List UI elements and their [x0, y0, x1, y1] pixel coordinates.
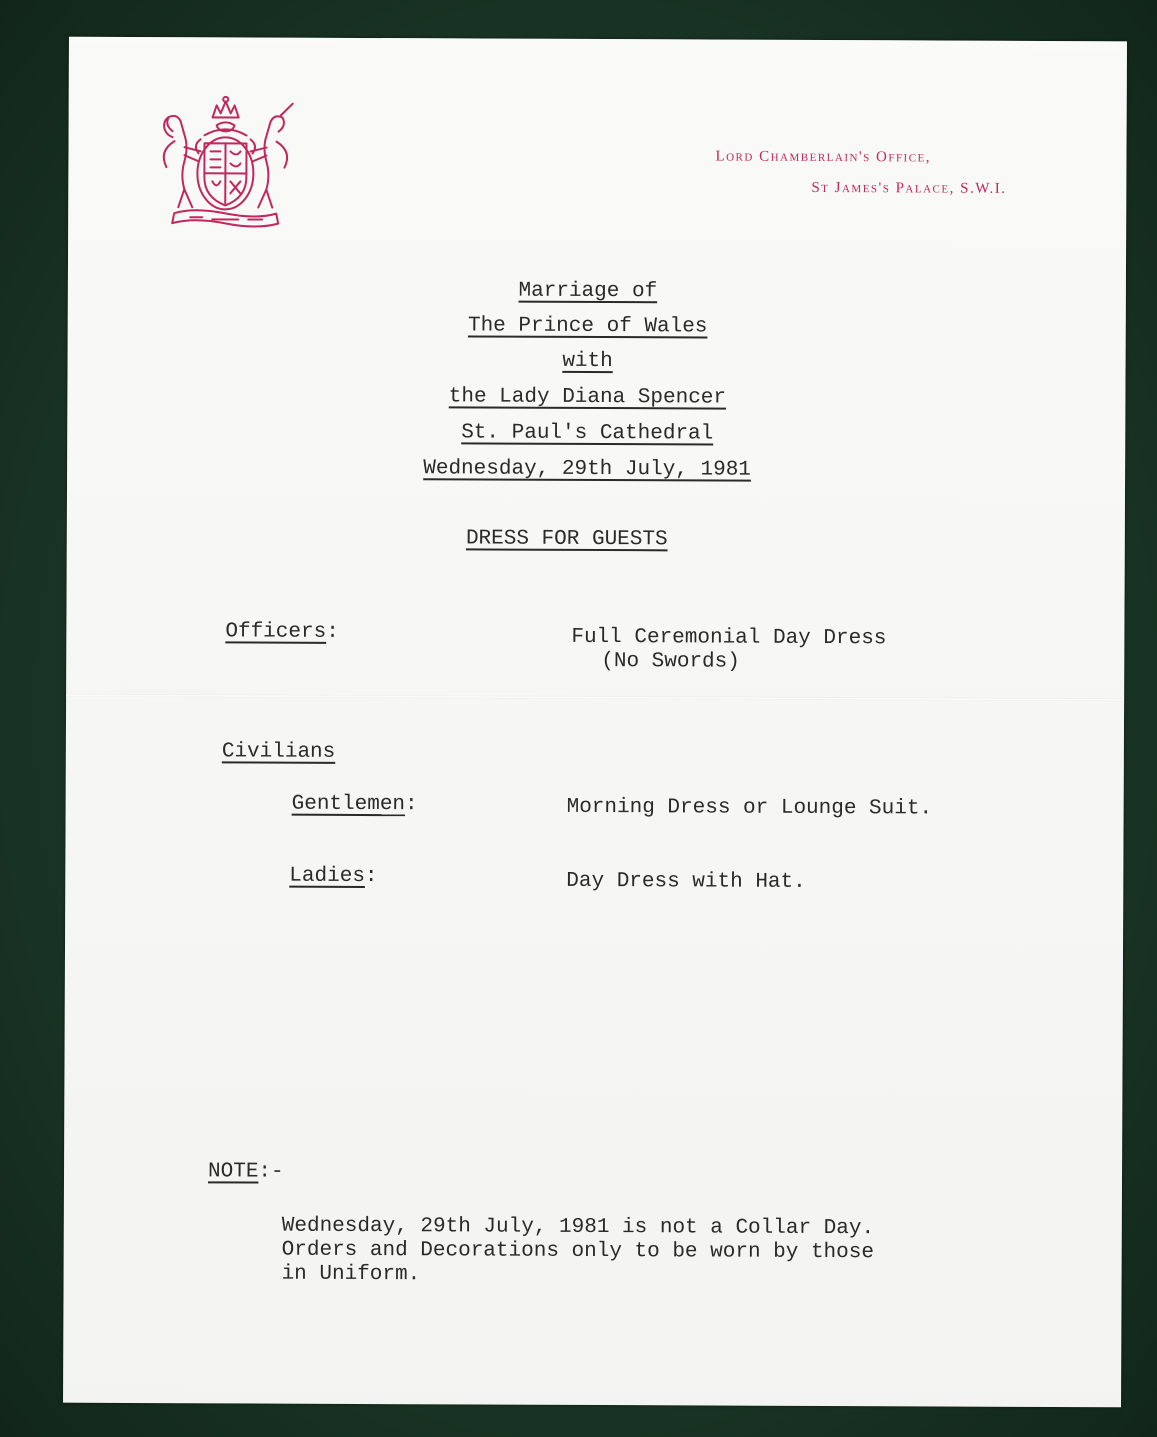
title-line-3-text: with [562, 349, 613, 374]
note-label-text: NOTE [207, 1160, 259, 1184]
title-line-6-text: Wednesday, 29th July, 1981 [423, 457, 751, 482]
title-line-5-text: St. Paul's Cathedral [461, 421, 714, 446]
note-line-2: Orders and Decorations only to be worn by those [281, 1238, 875, 1265]
title-line-3 [68, 349, 1108, 375]
dress-heading [47, 527, 1087, 553]
dress-heading-text: DRESS FOR GUESTS [465, 527, 668, 552]
title-line-1-text: Marriage of [518, 279, 658, 304]
ladies-label: Ladies: [289, 864, 378, 889]
title-line-2 [68, 314, 1108, 340]
title-line-4 [67, 385, 1107, 411]
paper-fold [66, 694, 1124, 702]
title-line-2-text: The Prince of Wales [467, 314, 708, 339]
note-line-1: Wednesday, 29th July, 1981 is not a Collar Day. [281, 1214, 875, 1241]
letterhead-address: St James's Palace, S.W.I. [811, 179, 1007, 197]
note-label-suffix: :- [258, 1160, 284, 1184]
officers-note: (No Swords) [601, 650, 740, 674]
gentlemen-value: Morning Dress or Lounge Suit. [566, 795, 933, 821]
title-line-1 [68, 279, 1108, 305]
title-line-6 [67, 457, 1107, 483]
note-line-3: in Uniform. [281, 1262, 421, 1287]
gentlemen-label: Gentlemen: [291, 792, 418, 817]
title-line-5 [67, 421, 1107, 447]
document-sheet [63, 37, 1127, 1408]
ladies-label-text: Ladies [289, 864, 365, 888]
note-body [282, 1215, 875, 1290]
officers-value: Full Ceremonial Day Dress [571, 625, 887, 651]
officers-label: Officers: [225, 620, 339, 644]
letterhead-office: Lord Chamberlain's Office, [715, 148, 932, 166]
gentlemen-label-text: Gentlemen [291, 792, 406, 817]
royal-crest-logo [154, 95, 297, 230]
officers-label-text: Officers [225, 620, 327, 644]
ladies-value: Day Dress with Hat. [566, 869, 806, 894]
civilians-label-text: Civilians [221, 740, 336, 764]
civilians-label [222, 741, 336, 762]
note-label [208, 1161, 284, 1182]
title-line-4-text: the Lady Diana Spencer [448, 385, 727, 410]
